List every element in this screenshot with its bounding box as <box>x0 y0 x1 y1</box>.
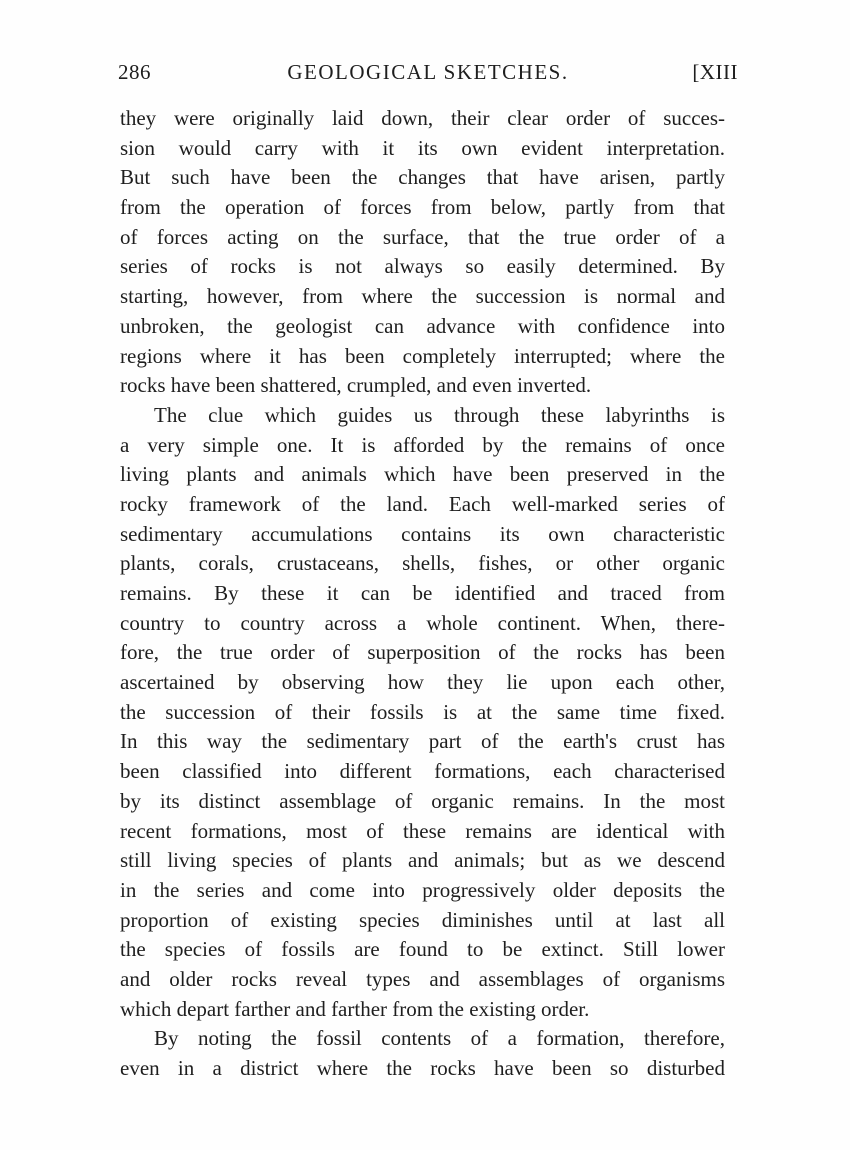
text-line: the species of fossils are found to be extinct. Still lower <box>120 937 725 962</box>
text-line: rocky framework of the land. Each well-marked series of <box>120 491 725 516</box>
text-line: the succession of their fossils is at the same time fixed. <box>120 699 725 724</box>
text-line: fore, the true order of superposition of the rocks has been <box>120 640 725 665</box>
text-line: unbroken, the geologist can advance with confidence into <box>120 313 725 338</box>
running-title: GEOLOGICAL SKETCHES. <box>287 60 569 84</box>
text-line: ascertained by observing how they lie upon each other, <box>120 670 725 695</box>
text-line: and older rocks reveal types and assemblages of organisms <box>120 966 725 991</box>
text-line: series of rocks is not always so easily determined. By <box>120 254 725 279</box>
page-number: 286 <box>118 60 151 84</box>
text-line: By noting the fossil contents of a formation, therefore, <box>154 1026 725 1051</box>
text-line: recent formations, most of these remains are identical with <box>120 818 725 843</box>
text-line: in the series and come into progressively older deposits the <box>120 877 725 902</box>
text-line: living plants and animals which have been preserved in the <box>120 462 725 487</box>
text-line: starting, however, from where the succession is normal and <box>120 284 725 309</box>
text-line: proportion of existing species diminishes until at last all <box>120 907 725 932</box>
text-line: even in a district where the rocks have been so disturbed <box>120 1056 725 1080</box>
body-text <box>120 104 725 1084</box>
text-line: In this way the sedimentary part of the earth's crust has <box>120 729 725 754</box>
text-line: by its distinct assemblage of organic remains. In the most <box>120 788 725 813</box>
paragraph <box>120 104 725 401</box>
text-line: from the operation of forces from below, partly from that <box>120 195 725 220</box>
running-head <box>118 60 738 90</box>
text-line: The clue which guides us through these labyrinths is <box>154 402 725 427</box>
paragraph <box>120 401 725 1024</box>
text-line: regions where it has been completely interrupted; where the <box>120 343 725 368</box>
text-line: rocks have been shattered, crumpled, and even inverted. <box>120 373 592 398</box>
paragraph <box>120 1024 725 1083</box>
chapter-mark: [XIII <box>692 60 738 84</box>
text-line: been classified into different formations, each characterised <box>120 759 725 784</box>
text-line: plants, corals, crustaceans, shells, fishes, or other organic <box>120 551 725 576</box>
text-line: country to country across a whole continent. When, there- <box>120 610 725 635</box>
text-line: remains. By these it can be identified and traced from <box>120 581 725 605</box>
text-line: sion would carry with it its own evident interpretation. <box>120 135 725 160</box>
text-line: they were originally laid down, their clear order of succes- <box>120 106 725 130</box>
text-line: still living species of plants and animals; but as we descend <box>120 848 725 873</box>
text-line: of forces acting on the surface, that the true order of a <box>120 224 725 249</box>
text-line: which depart farther and farther from the existing order. <box>120 996 590 1021</box>
text-line: But such have been the changes that have arisen, partly <box>120 165 725 190</box>
text-line: a very simple one. It is afforded by the remains of once <box>120 432 725 457</box>
text-line: sedimentary accumulations contains its own characteristic <box>120 521 725 546</box>
